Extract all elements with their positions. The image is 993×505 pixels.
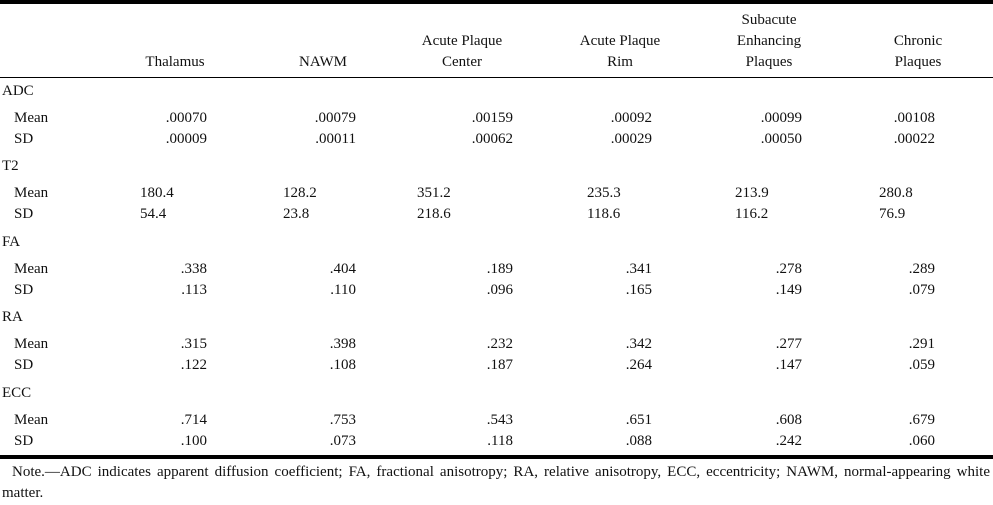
- table-cell: 76.9: [879, 206, 906, 222]
- table-cell: .679: [908, 412, 935, 428]
- row-label: Mean: [14, 261, 49, 277]
- table-cell: .315: [180, 336, 207, 352]
- table-cell: .122: [180, 357, 207, 373]
- table-cell: .00092: [610, 110, 652, 126]
- table-cell: .338: [180, 261, 207, 277]
- table-cell: .753: [329, 412, 356, 428]
- section-label-1: T2: [2, 158, 19, 174]
- table-cell: 23.8: [283, 206, 310, 222]
- table-cell: .242: [775, 433, 802, 449]
- section-label-0: ADC: [2, 83, 34, 99]
- table-cell: .189: [486, 261, 513, 277]
- table-cell: 351.2: [417, 185, 451, 201]
- column-header-nawm: NAWM: [299, 54, 347, 70]
- table-cell: 118.6: [587, 206, 621, 222]
- table-cell: .059: [908, 357, 935, 373]
- table-cell: 213.9: [735, 185, 769, 201]
- table-cell: .232: [486, 336, 513, 352]
- table-cell: .00011: [315, 131, 356, 147]
- table-cell: .060: [908, 433, 935, 449]
- table-cell: 280.8: [879, 185, 913, 201]
- table-cell: .110: [330, 282, 356, 298]
- table-cell: .342: [625, 336, 652, 352]
- column-header-subacute-enhancing-plaques: Subacute Enhancing Plaques: [736, 12, 802, 70]
- table-cell: .289: [908, 261, 935, 277]
- table-cell: .714: [180, 412, 207, 428]
- table-note: Note.—ADC indicates apparent diffusion coefficient; FA, fractional anisotropy; RA, relative anisotropy, ECC, eccentricity; NAWM, normal-appearing white matter.: [2, 464, 990, 501]
- table-cell: 180.4: [140, 185, 174, 201]
- section-label-2: FA: [2, 234, 21, 250]
- row-label: SD: [14, 433, 34, 449]
- row-label: SD: [14, 282, 34, 298]
- table-cell: .398: [329, 336, 356, 352]
- table-cell: .264: [625, 357, 652, 373]
- table-cell: .277: [775, 336, 802, 352]
- row-label: Mean: [14, 336, 49, 352]
- table-cell: .543: [486, 412, 513, 428]
- table-cell: .187: [486, 357, 513, 373]
- table-cell: .073: [329, 433, 356, 449]
- row-label: SD: [14, 131, 34, 147]
- column-header-acute-plaque-center: Acute Plaque Center: [421, 33, 503, 70]
- row-label: Mean: [14, 110, 49, 126]
- table-top-rule: [0, 0, 993, 4]
- table-cell: .147: [775, 357, 802, 373]
- row-label: Mean: [14, 412, 49, 428]
- table-cell: .165: [625, 282, 652, 298]
- table-cell: 54.4: [140, 206, 167, 222]
- section-label-3: RA: [2, 309, 23, 325]
- table-bottom-rule: [0, 455, 993, 459]
- table-cell: .100: [180, 433, 207, 449]
- table-cell: 218.6: [417, 206, 451, 222]
- table-cell: 235.3: [587, 185, 621, 201]
- table-cell: .118: [487, 433, 513, 449]
- table-cell: .00009: [165, 131, 207, 147]
- table-cell: .108: [329, 357, 356, 373]
- table-cell: .278: [775, 261, 802, 277]
- table-cell: .608: [775, 412, 802, 428]
- column-header-chronic-plaques: Chronic Plaques: [893, 33, 943, 70]
- table-cell: .00108: [893, 110, 935, 126]
- table-cell: .291: [908, 336, 935, 352]
- table-cell: .079: [908, 282, 935, 298]
- column-header-thalamus: Thalamus: [145, 54, 205, 70]
- table-cell: .341: [625, 261, 652, 277]
- row-label: SD: [14, 357, 34, 373]
- table-cell: .00099: [760, 110, 802, 126]
- table-cell: .113: [181, 282, 207, 298]
- table-cell: 128.2: [283, 185, 317, 201]
- table-cell: .088: [625, 433, 652, 449]
- table-cell: .00070: [165, 110, 207, 126]
- column-header-acute-plaque-rim: Acute Plaque Rim: [579, 33, 661, 70]
- table-cell: .149: [775, 282, 802, 298]
- section-label-4: ECC: [2, 385, 32, 401]
- table-cell: .00050: [760, 131, 802, 147]
- row-label: Mean: [14, 185, 49, 201]
- table-cell: 116.2: [735, 206, 769, 222]
- table-cell: .00062: [471, 131, 513, 147]
- table-cell: .00022: [893, 131, 935, 147]
- table-cell: .00029: [610, 131, 652, 147]
- table-cell: .096: [486, 282, 513, 298]
- header-divider-rule: [0, 77, 993, 78]
- table-cell: .00159: [471, 110, 513, 126]
- table-cell: .651: [625, 412, 652, 428]
- table-cell: .404: [329, 261, 356, 277]
- row-label: SD: [14, 206, 34, 222]
- table-cell: .00079: [314, 110, 356, 126]
